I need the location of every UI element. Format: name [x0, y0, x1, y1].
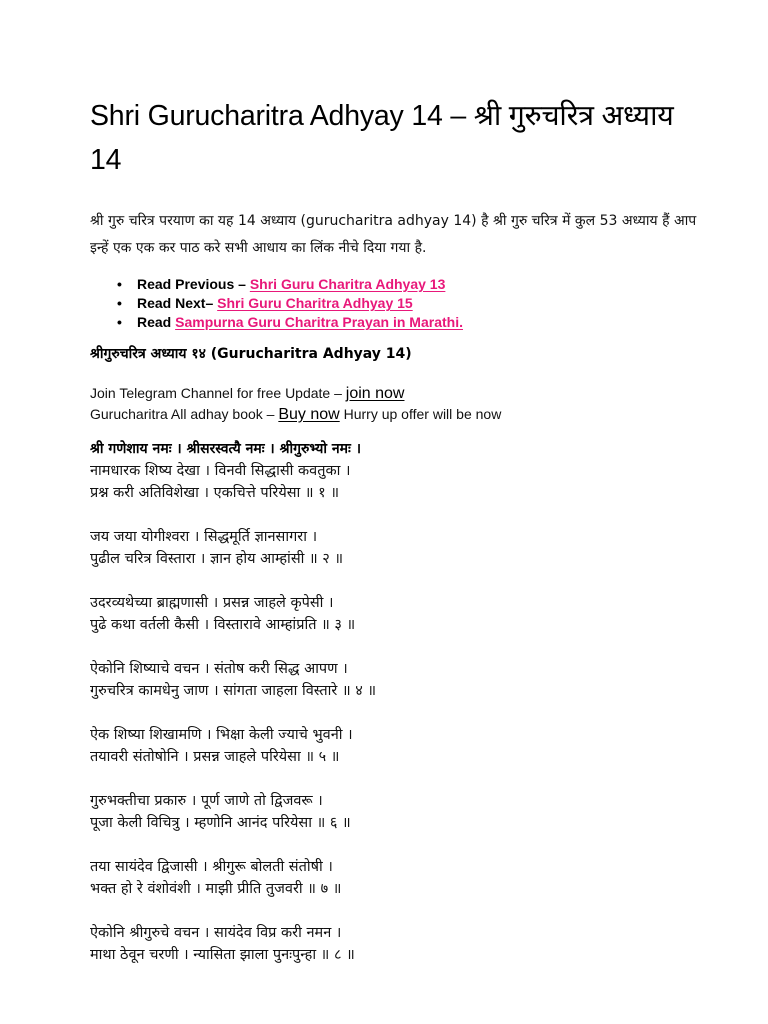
verse-line: पुढील चरित्र विस्तारा । ज्ञान होय आम्हांसी ॥ २ ॥ [90, 551, 344, 567]
verse-line: गुरुचरित्र कामधेनु जाण । सांगता जाहला विस्तारे ॥ ४ ॥ [90, 683, 377, 699]
sampurna-prayan-link[interactable]: Sampurna Guru Charitra Prayan in Marathi. [175, 314, 463, 330]
verses-container [90, 460, 710, 988]
verse-line: ऐकोनि श्रीगुरुचे वचन । सायंदेव विप्र करी नमन । [90, 925, 342, 941]
verse-line: भक्त हो रे वंशोवंशी । माझी प्रीति तुजवरी ॥ ७ ॥ [90, 881, 342, 897]
invocation-line: श्री गणेशाय नमः । श्रीसरस्वत्यै नमः । श्रीगुरुभ्यो नमः । [90, 441, 362, 457]
verse-line: गुरुभक्तीचा प्रकारु । पूर्ण जाणे तो द्विजवरू । [90, 793, 323, 809]
verse-6 [90, 790, 710, 834]
list-item-previous [90, 275, 710, 294]
page-title: Shri Gurucharitra Adhyay 14 – श्री गुरुचरित्र अध्याय 14 [90, 100, 674, 176]
list-item-sampurna [90, 313, 710, 332]
verse-4 [90, 658, 710, 702]
offer-text: Hurry up offer will be now [339, 406, 502, 422]
previous-chapter-link[interactable]: Shri Guru Charitra Adhyay 13 [249, 276, 446, 292]
buy-now-link[interactable]: Buy now [278, 406, 340, 423]
verse-5 [90, 724, 710, 768]
verse-line: ऐक शिष्या शिखामणि । भिक्षा केली ज्याचे भुवनी । [90, 727, 353, 743]
verse-line: ऐकोनि शिष्याचे वचन । संतोष करी सिद्ध आपण । [90, 661, 348, 677]
chapter-heading: श्रीगुरुचरित्र अध्याय १४ (Gurucharitra Adhyay 14) [90, 346, 412, 362]
verse-line: नामधारक शिष्य देखा । विनवी सिद्धासी कवतुका । [90, 463, 351, 479]
verse-7 [90, 856, 710, 900]
list-item-next [90, 294, 710, 313]
bullet-icon: • [117, 276, 122, 292]
telegram-text: Join Telegram Channel for free Update – [90, 385, 346, 401]
book-text: Gurucharitra All adhay book – [90, 406, 279, 422]
verse-2 [90, 526, 710, 570]
verse-1 [90, 460, 710, 504]
intro-paragraph: श्री गुरु चरित्र परयाण का यह 14 अध्याय (gurucharitra adhyay 14) है श्री गुरु चरित्र में कुल 53 अध्याय हैं आप इन्हें एक एक कर पाठ करे सभी आधाय का लिंक नीचे दिया गया है. [90, 213, 697, 256]
chapter-links-list [90, 275, 710, 332]
verse-line: तयावरी संतोषोनि । प्रसन्न जाहले परियेसा ॥ ५ ॥ [90, 749, 340, 765]
promo-block [90, 383, 710, 425]
verse-3 [90, 592, 710, 636]
verse-line: पूजा केली विचित्रु । म्हणोनि आनंद परियेसा ॥ ६ ॥ [90, 815, 351, 831]
link-label: Read Previous – [137, 276, 250, 292]
book-line [90, 404, 710, 425]
bullet-icon: • [117, 295, 122, 311]
verse-line: माथा ठेवून चरणी । न्यासिता झाला पुनःपुन्हा ॥ ८ ॥ [90, 947, 355, 963]
link-label: Read Next– [137, 295, 218, 311]
link-label: Read [137, 314, 176, 330]
verse-line: तया सायंदेव द्विजासी । श्रीगुरू बोलती संतोषी । [90, 859, 333, 875]
next-chapter-link[interactable]: Shri Guru Charitra Adhyay 15 [217, 295, 413, 311]
join-now-link[interactable]: join now [345, 385, 405, 402]
verse-line: पुढे कथा वर्तली कैसी । विस्तारावे आम्हांप्रति ॥ ३ ॥ [90, 617, 356, 633]
bullet-icon: • [117, 314, 122, 330]
telegram-line [90, 383, 710, 404]
verse-line: जय जया योगीश्वरा । सिद्धमूर्ति ज्ञानसागरा । [90, 529, 318, 545]
verse-line: उदरव्यथेच्या ब्राह्मणासी । प्रसन्न जाहले कृपेसी । [90, 595, 334, 611]
verse-8 [90, 922, 710, 966]
verse-line: प्रश्न करी अतिविशेखा । एकचित्ते परियेसा ॥ १ ॥ [90, 485, 340, 501]
